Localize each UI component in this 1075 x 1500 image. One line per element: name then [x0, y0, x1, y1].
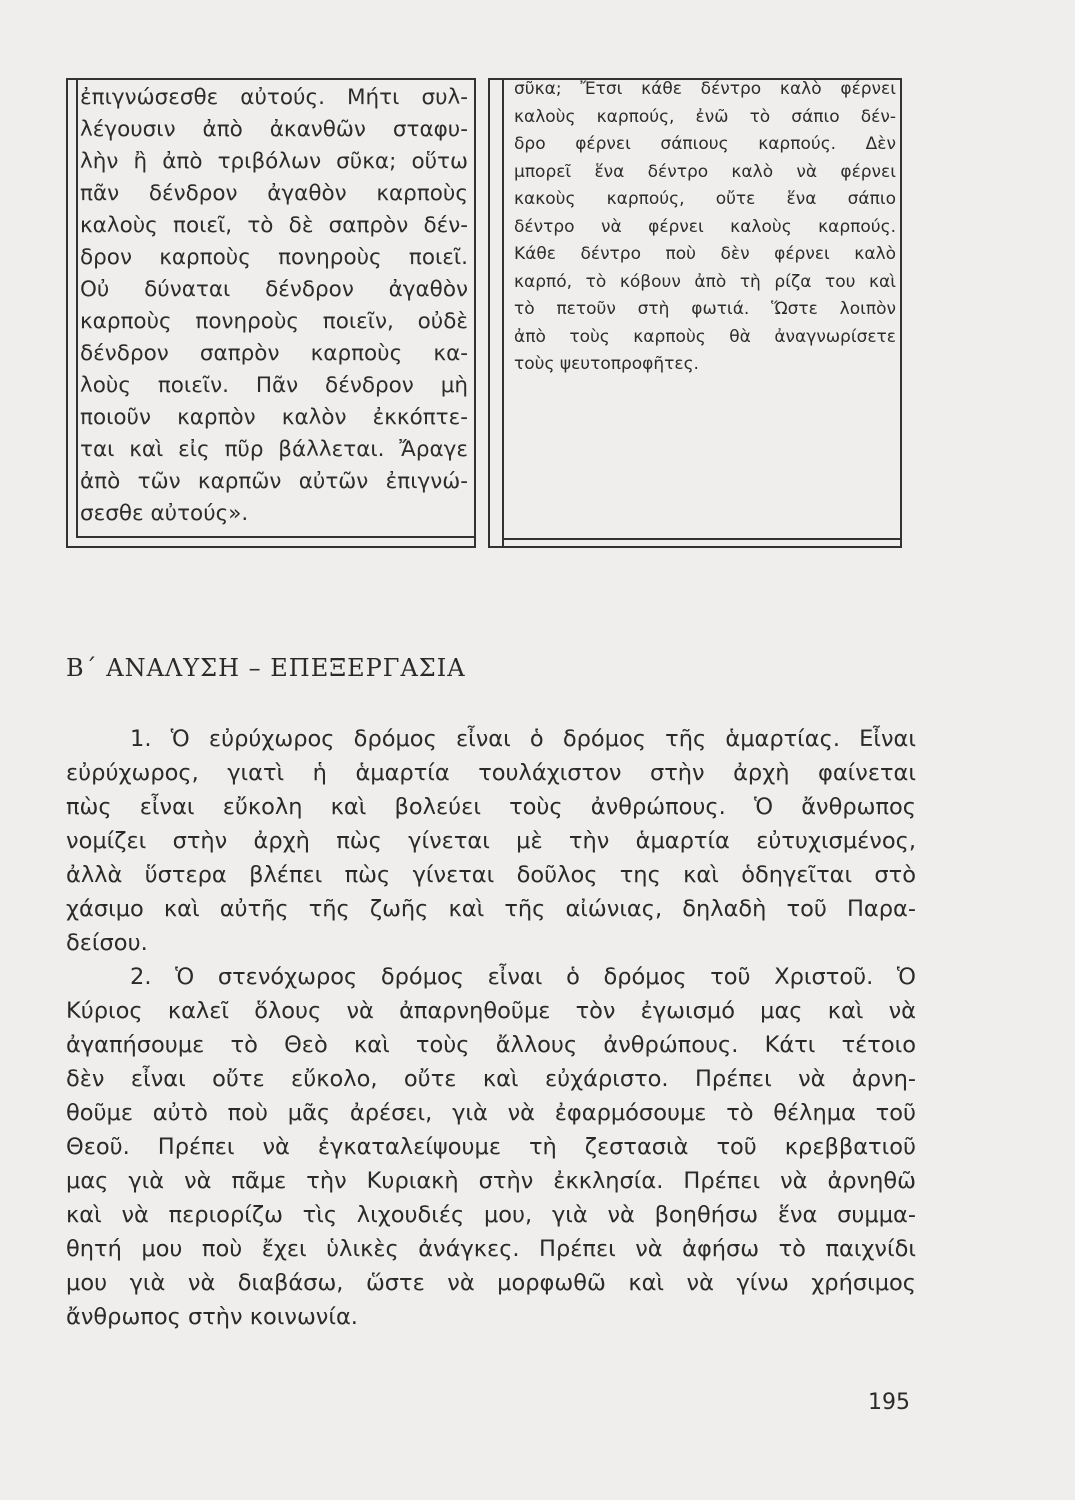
box-rule-horizontal	[76, 536, 474, 538]
text-line: πᾶν δένδρον ἀγαθὸν καρποὺς	[80, 181, 468, 206]
text-line: ἐπιγνώσεσθε αὐτούς. Μήτι συλ-	[80, 85, 468, 110]
paragraph-line: νομίζει στὴν ἀρχὴ πὼς γίνεται μὲ τὴν ἁμαρτία εὐτυχισμένος,	[66, 828, 916, 854]
paragraph-line: Θεοῦ. Πρέπει νὰ ἐγκαταλείψουμε τὴ ζεστασιὰ τοῦ κρεββατιοῦ	[66, 1134, 916, 1160]
text-line: σῦκα; Ἔτσι κάθε δέντρο καλὸ φέρνει	[514, 79, 896, 99]
text-line: τὸ πετοῦν στὴ φωτιά. Ὥστε λοιπὸν	[514, 299, 896, 319]
paragraph-line: μας γιὰ νὰ πᾶμε τὴν Κυριακὴ στὴν ἐκκλησία. Πρέπει νὰ ἀρνηθῶ	[66, 1168, 916, 1194]
box-rule-horizontal	[502, 538, 902, 540]
paragraph-line: θητή μου ποὺ ἔχει ὑλικὲς ἀνάγκες. Πρέπει νὰ ἀφήσω τὸ παιχνίδι	[66, 1236, 916, 1262]
translation-text-column	[514, 76, 896, 379]
paragraph-line: πὼς εἶναι εὔκολη καὶ βολεύει τοὺς ἀνθρώπους. Ὁ ἄνθρωπος	[66, 794, 916, 820]
text-line: δέντρο νὰ φέρνει καλοὺς καρπούς.	[514, 216, 896, 237]
text-line: δρο φέρνει σάπιους καρπούς. Δὲν	[514, 134, 896, 154]
text-line: καρποὺς πονηροὺς ποιεῖν, οὐδὲ	[80, 309, 468, 334]
paragraph-line: καὶ νὰ περιορίζω τὶς λιχουδιές μου, γιὰ νὰ βοηθήσω ἕνα συμμα-	[66, 1202, 916, 1228]
paragraph-line: ἀλλὰ ὕστερα βλέπει πὼς γίνεται δοῦλος της καὶ ὁδηγεῖται στὸ	[66, 862, 916, 888]
text-line: καλοὺς καρπούς, ἐνῶ τὸ σάπιο δέν-	[514, 106, 896, 127]
paragraph-line: ἄνθρωπος στὴν κοινωνία.	[66, 1304, 358, 1330]
text-line: ποιοῦν καρπὸν καλὸν ἐκκόπτε-	[80, 405, 468, 430]
text-line: καρπό, τὸ κόβουν ἀπὸ τὴ ρίζα του καὶ	[514, 271, 896, 292]
text-line: κακοὺς καρπούς, οὔτε ἕνα σάπιο	[514, 189, 896, 209]
paragraph-line: μου γιὰ νὰ διαβάσω, ὥστε νὰ μορφωθῶ καὶ νὰ γίνω χρήσιμος	[66, 1270, 916, 1296]
paragraph-line: χάσιμο καὶ αὐτῆς τῆς ζωῆς καὶ τῆς αἰώνιας, δηλαδὴ τοῦ Παρα-	[66, 896, 916, 922]
text-line: τοὺς ψευτοπροφῆτες.	[514, 354, 699, 374]
text-line: καλοὺς ποιεῖ, τὸ δὲ σαπρὸν δέν-	[80, 213, 468, 238]
text-line: ἀπὸ τῶν καρπῶν αὐτῶν ἐπιγνώ-	[80, 469, 468, 494]
paragraph-line: θοῦμε αὐτὸ ποὺ μᾶς ἀρέσει, γιὰ νὰ ἐφαρμόσουμε τὸ θέλημα τοῦ	[66, 1100, 916, 1126]
text-line: λοὺς ποιεῖν. Πᾶν δένδρον μὴ	[80, 373, 468, 398]
text-line: Κάθε δέντρο ποὺ δὲν φέρνει καλὸ	[514, 244, 896, 264]
analysis-body	[66, 722, 916, 1334]
paragraph-line: δείσου.	[66, 930, 148, 956]
text-line: δρον καρποὺς πονηροὺς ποιεῖ.	[80, 245, 468, 270]
original-text-column	[80, 82, 468, 530]
text-line: σεσθε αὐτούς».	[80, 501, 249, 526]
paragraph-line: 2. Ὁ στενόχωρος δρόμος εἶναι ὁ δρόμος τοῦ Χριστοῦ. Ὁ	[130, 964, 916, 990]
page-number: 195	[868, 1390, 910, 1415]
text-line: λέγουσιν ἀπὸ ἀκανθῶν σταφυ-	[80, 117, 468, 142]
paragraph-line: 1. Ὁ εὐρύχωρος δρόμος εἶναι ὁ δρόμος τῆς ἁμαρτίας. Εἶναι	[130, 726, 916, 752]
box-rule-vertical	[76, 78, 78, 538]
box-rule-vertical	[502, 78, 504, 548]
text-line: λὴν ἢ ἀπὸ τριβόλων σῦκα; οὕτω	[80, 149, 468, 174]
paragraph-line: εὐρύχωρος, γιατὶ ἡ ἁμαρτία τουλάχιστον στὴν ἀρχὴ φαίνεται	[66, 760, 916, 786]
text-line: Οὐ δύναται δένδρον ἀγαθὸν	[80, 277, 468, 302]
text-line: ται καὶ εἰς πῦρ βάλλεται. Ἄραγε	[80, 437, 468, 462]
text-line: μπορεῖ ἕνα δέντρο καλὸ νὰ φέρνει	[514, 161, 896, 182]
paragraph-line: Κύριος καλεῖ ὅλους νὰ ἀπαρνηθοῦμε τὸν ἐγωισμό μας καὶ νὰ	[66, 998, 916, 1024]
paragraph-line: ἀγαπήσουμε τὸ Θεὸ καὶ τοὺς ἄλλους ἀνθρώπους. Κάτι τέτοιο	[66, 1032, 916, 1058]
text-line: δένδρον σαπρὸν καρποὺς κα-	[80, 341, 468, 366]
section-heading: Β΄ ΑΝΑΛΥΣΗ – ΕΠΕΞΕΡΓΑΣΙΑ	[66, 654, 466, 682]
paragraph-line: δὲν εἶναι οὔτε εὔκολο, οὔτε καὶ εὐχάριστο. Πρέπει νὰ ἀρνη-	[66, 1066, 916, 1092]
text-line: ἀπὸ τοὺς καρποὺς θὰ ἀναγνωρίσετε	[514, 326, 896, 347]
